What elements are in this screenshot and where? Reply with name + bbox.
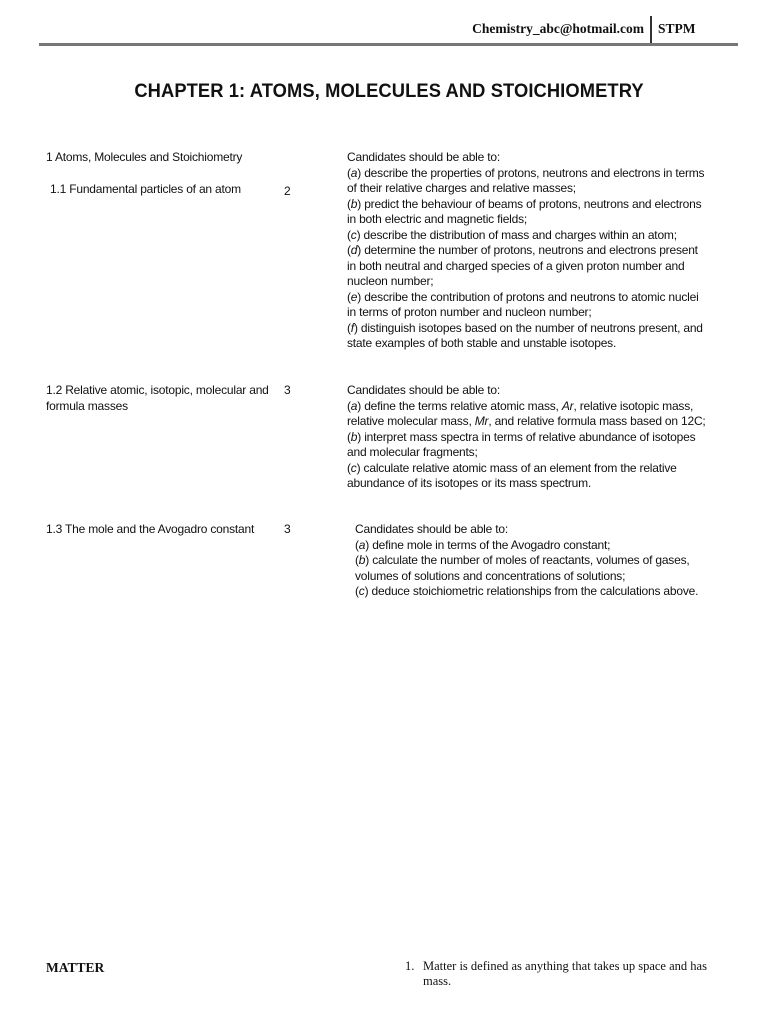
objective-marker: d <box>350 243 358 257</box>
matter-heading: MATTER <box>46 960 105 975</box>
header-email: Chemistry_abc@hotmail.com <box>472 21 644 36</box>
matter-item-number: 1. <box>405 959 415 973</box>
objective-line <box>347 336 704 352</box>
objective-line: (c) describe the distribution of mass and charges within an atom; <box>347 227 677 242</box>
section-1-1-objectives <box>347 150 704 352</box>
objective-text: Candidates should be able to: <box>347 383 500 397</box>
topic-line: formula masses <box>46 398 128 413</box>
header-divider <box>650 16 652 43</box>
chapter-topic: 1 Atoms, Molecules and Stoichiometry <box>46 150 243 164</box>
objective-line <box>347 445 706 461</box>
objective-text: in both electric and magnetic fields; <box>347 212 528 226</box>
objective-text: determine the number of protons, neutrons and electrons present <box>361 243 698 257</box>
objective-marker: c <box>358 584 365 598</box>
matter-item <box>405 959 725 989</box>
objective-marker: f <box>350 320 354 335</box>
objective-text: Candidates should be able to: <box>347 150 500 164</box>
objective-text: Candidates should be able to: <box>355 522 508 536</box>
objective-line: (b) predict the behaviour of beams of protons, neutrons and electrons <box>347 196 702 211</box>
objective-text: predict the behaviour of beams of protons, neutrons and electrons <box>361 196 702 211</box>
objective-text: abundance of its isotopes or its mass spectrum. <box>347 476 592 490</box>
objective-text: volumes of solutions and concentrations of solutions; <box>355 568 626 583</box>
objective-marker: a <box>350 165 358 180</box>
objective-marker: b <box>358 553 366 567</box>
matter-item-text: Matter is defined as anything that takes up space and has mass. <box>423 959 707 988</box>
objective-text: state examples of both stable and unstable isotopes. <box>347 336 617 350</box>
header-rule <box>39 43 738 46</box>
objective-line <box>347 476 706 492</box>
section-1-2-topic <box>46 383 269 414</box>
objective-line <box>355 522 698 538</box>
objective-line: (b) calculate the number of moles of reactants, volumes of gases, <box>355 553 690 567</box>
section-1-2-hours: 3 <box>284 383 291 397</box>
objective-line <box>347 181 704 197</box>
objective-line: (b) interpret mass spectra in terms of relative abundance of isotopes <box>347 429 696 444</box>
objective-line <box>347 259 704 275</box>
objective-line <box>347 274 704 290</box>
objective-line: (a) define the terms relative atomic mass, Ar, relative isotopic mass, <box>347 398 694 413</box>
section-1-3-objectives <box>355 522 698 600</box>
topic-line: 1.3 The mole and the Avogadro constant <box>46 522 255 536</box>
section-1-2-objectives <box>347 383 706 492</box>
topic-line: 1.1 Fundamental particles of an atom <box>50 182 241 196</box>
objective-marker: e <box>350 289 358 304</box>
objective-line <box>347 212 704 228</box>
objective-text: and molecular fragments; <box>347 445 478 459</box>
objective-text: calculate relative atomic mass of an element from the relative <box>360 460 677 475</box>
objective-line <box>347 383 706 399</box>
objective-marker: c <box>350 227 357 242</box>
page-title: CHAPTER 1: ATOMS, MOLECULES AND STOICHIOMETRY <box>134 80 644 102</box>
objective-text: interpret mass spectra in terms of relative abundance of isotopes <box>361 429 696 444</box>
objective-text: of their relative charges and relative masses; <box>347 181 576 195</box>
section-1-1-topic <box>50 182 241 198</box>
header-tag: STPM <box>658 21 696 36</box>
objective-text: in terms of proton number and nucleon number; <box>347 305 592 319</box>
objective-text: deduce stoichiometric relationships from the calculations above. <box>368 584 699 598</box>
objective-line: (c) calculate relative atomic mass of an element from the relative <box>347 460 677 475</box>
objective-text: nucleon number; <box>347 274 434 288</box>
objective-line <box>347 150 704 166</box>
section-1-1-hours: 2 <box>284 184 291 198</box>
objective-line <box>355 569 698 585</box>
objective-line: (e) describe the contribution of protons and neutrons to atomic nuclei <box>347 289 699 304</box>
objective-text: distinguish isotopes based on the number of neutrons present, and <box>357 320 703 335</box>
objective-text: describe the distribution of mass and charges within an atom; <box>360 227 677 242</box>
topic-line: 1.2 Relative atomic, isotopic, molecular and <box>46 383 269 397</box>
objective-marker: b <box>350 429 358 444</box>
objective-line <box>347 414 706 430</box>
objective-text: define the terms relative atomic mass, Ar, relative isotopic mass, <box>361 398 694 413</box>
section-1-3-topic <box>46 522 254 538</box>
objective-line: (a) describe the properties of protons, neutrons and electrons in terms <box>347 165 705 180</box>
objective-line: (c) deduce stoichiometric relationships from the calculations above. <box>355 584 699 598</box>
objective-text: define mole in terms of the Avogadro constant; <box>369 537 611 552</box>
objective-text: in both neutral and charged species of a given proton number and <box>347 258 685 273</box>
objective-text: describe the properties of protons, neutrons and electrons in terms <box>361 165 705 180</box>
objective-marker: c <box>350 460 357 475</box>
section-1-3-hours: 3 <box>284 522 291 536</box>
objective-marker: a <box>358 537 366 552</box>
objective-marker: b <box>350 196 358 211</box>
objective-line: (d) determine the number of protons, neutrons and electrons present <box>347 243 698 257</box>
objective-text: relative molecular mass, Mr, and relative formula mass based on 12C; <box>347 414 706 428</box>
objective-marker: a <box>350 398 358 413</box>
objective-line: (a) define mole in terms of the Avogadro constant; <box>355 537 611 552</box>
objective-line: (f) distinguish isotopes based on the number of neutrons present, and <box>347 320 703 335</box>
objective-line <box>347 305 704 321</box>
objective-text: describe the contribution of protons and neutrons to atomic nuclei <box>361 289 699 304</box>
objective-text: calculate the number of moles of reactants, volumes of gases, <box>369 553 690 567</box>
